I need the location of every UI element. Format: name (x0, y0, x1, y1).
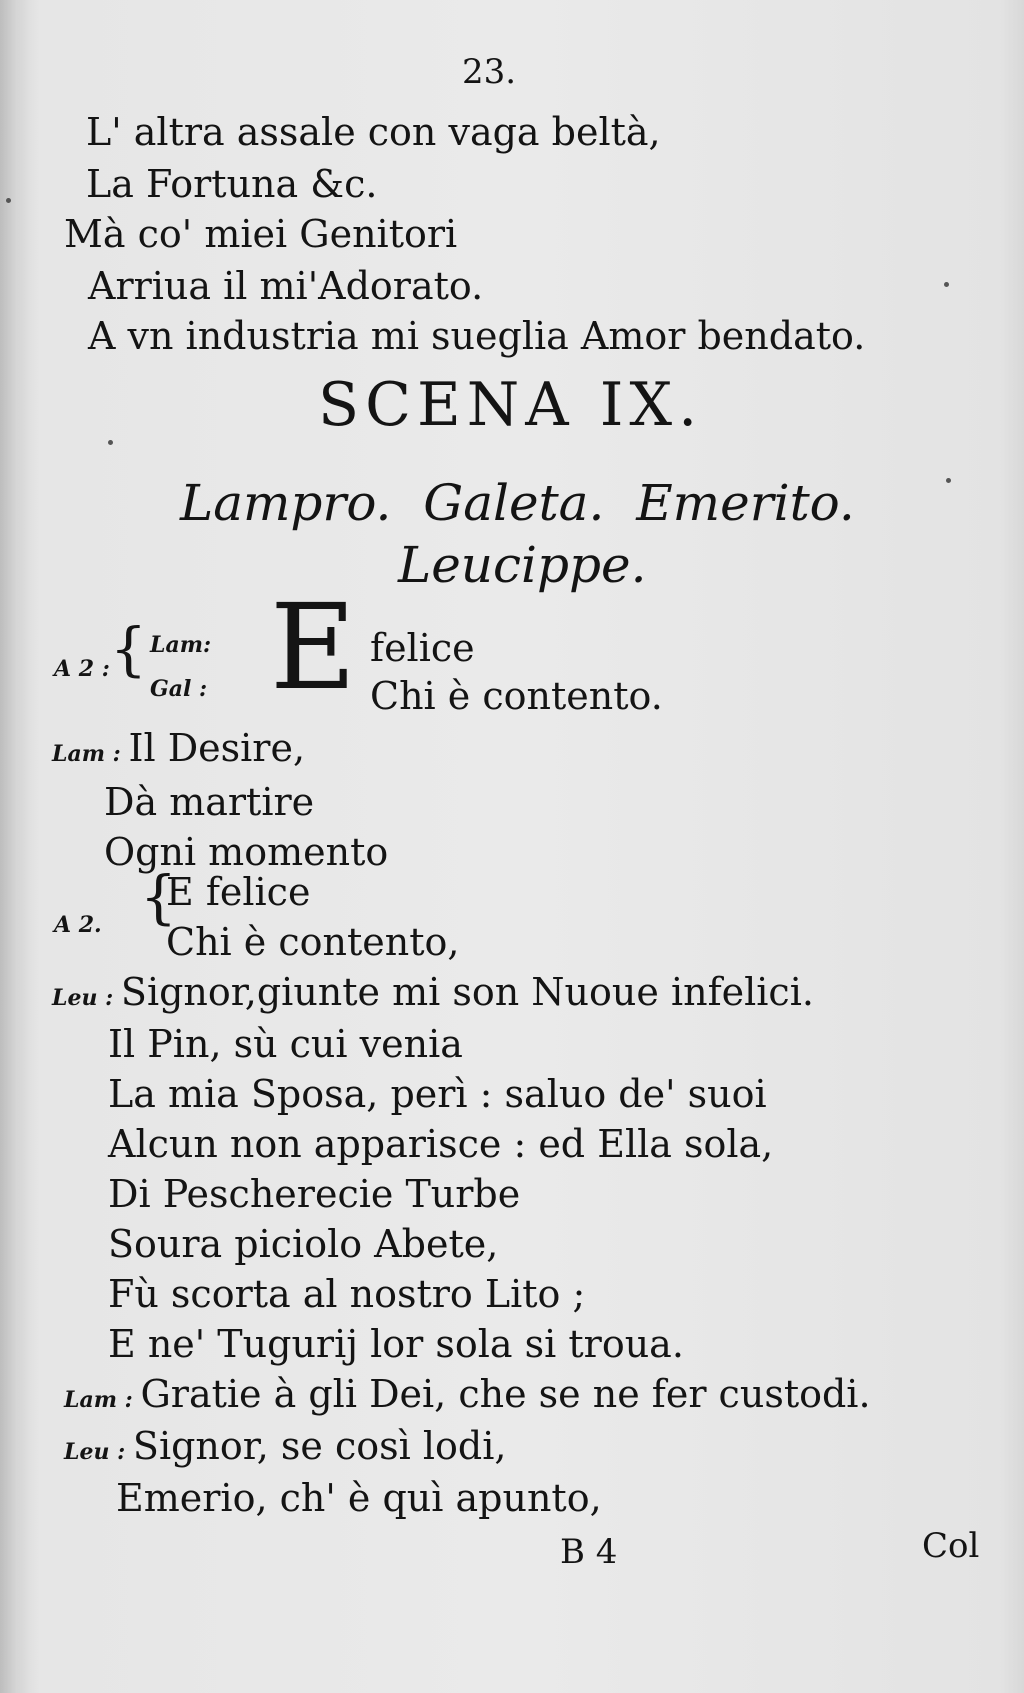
verse-line: Soura piciolo Abete, (108, 1222, 499, 1266)
verse-line: Chi è contento, (166, 920, 460, 964)
verse-line: Emerio, ch' è quì apunto, (116, 1476, 602, 1520)
duet-marker: A 2. (54, 912, 102, 938)
verse-line: Fù scorta al nostro Lito ; (108, 1272, 586, 1316)
verse-line: Di Pescherecie Turbe (108, 1172, 521, 1216)
verse-line: felice (370, 626, 475, 670)
verse-line: E felice (166, 870, 311, 914)
page-number: 23. (462, 52, 517, 92)
speck (108, 440, 113, 445)
character-emerito: Emerito. (636, 474, 855, 532)
verse-line: Mà co' miei Genitori (64, 212, 458, 256)
verse-line: Ogni momento (104, 830, 389, 874)
verse-line: Gratie à gli Dei, che se ne fer custodi. (140, 1372, 871, 1416)
verse-line: Signor, se così lodi, (132, 1424, 507, 1468)
speech (52, 722, 305, 774)
characters-list (180, 472, 855, 534)
character-lampro: Lampro. (180, 474, 392, 532)
speech (64, 1368, 871, 1420)
verse-line: A vn industria mi sueglia Amor bendato. (88, 314, 866, 358)
speaker-label: Lam : (52, 741, 129, 767)
verse-line: Signor,giunte mi son Nuoue infelici. (120, 970, 814, 1014)
catchword: Col (922, 1526, 980, 1566)
brace: { (110, 615, 147, 683)
duet-marker: A 2 : (54, 656, 110, 682)
brace: { (140, 863, 177, 931)
page-gutter (0, 0, 28, 1693)
verse-line: La Fortuna &c. (86, 162, 378, 206)
speaker-label: Gal : (150, 676, 208, 702)
verse-line: E ne' Tugurij lor sola si troua. (108, 1322, 684, 1366)
drop-cap: E (270, 578, 357, 716)
verse-line: Arriua il mi'Adorato. (88, 264, 484, 308)
signature-mark: B 4 (560, 1532, 618, 1572)
verse-line: Dà martire (104, 780, 315, 824)
verse-line: La mia Sposa, perì : saluo de' suoi (108, 1072, 767, 1116)
speech (64, 1420, 506, 1472)
verse-line: Il Pin, sù cui venia (108, 1022, 463, 1066)
character-leucippe: Leucippe. (398, 536, 647, 594)
speaker-label: Lam : (64, 1387, 141, 1413)
speaker-label: Lam: (150, 632, 212, 658)
speck (946, 478, 951, 483)
verse-line: Chi è contento. (370, 674, 663, 718)
speck (6, 198, 11, 203)
verse-line: Alcun non apparisce : ed Ella sola, (108, 1122, 774, 1166)
character-galeta: Galeta. (423, 474, 605, 532)
scene-heading: SCENA IX. (318, 370, 704, 440)
verse-line: L' altra assale con vaga beltà, (86, 110, 661, 154)
speaker-label: Leu : (52, 985, 121, 1011)
verse-line: Il Desire, (128, 726, 306, 770)
speck (944, 282, 949, 287)
speaker-label: Leu : (64, 1439, 133, 1465)
speech (52, 966, 814, 1018)
